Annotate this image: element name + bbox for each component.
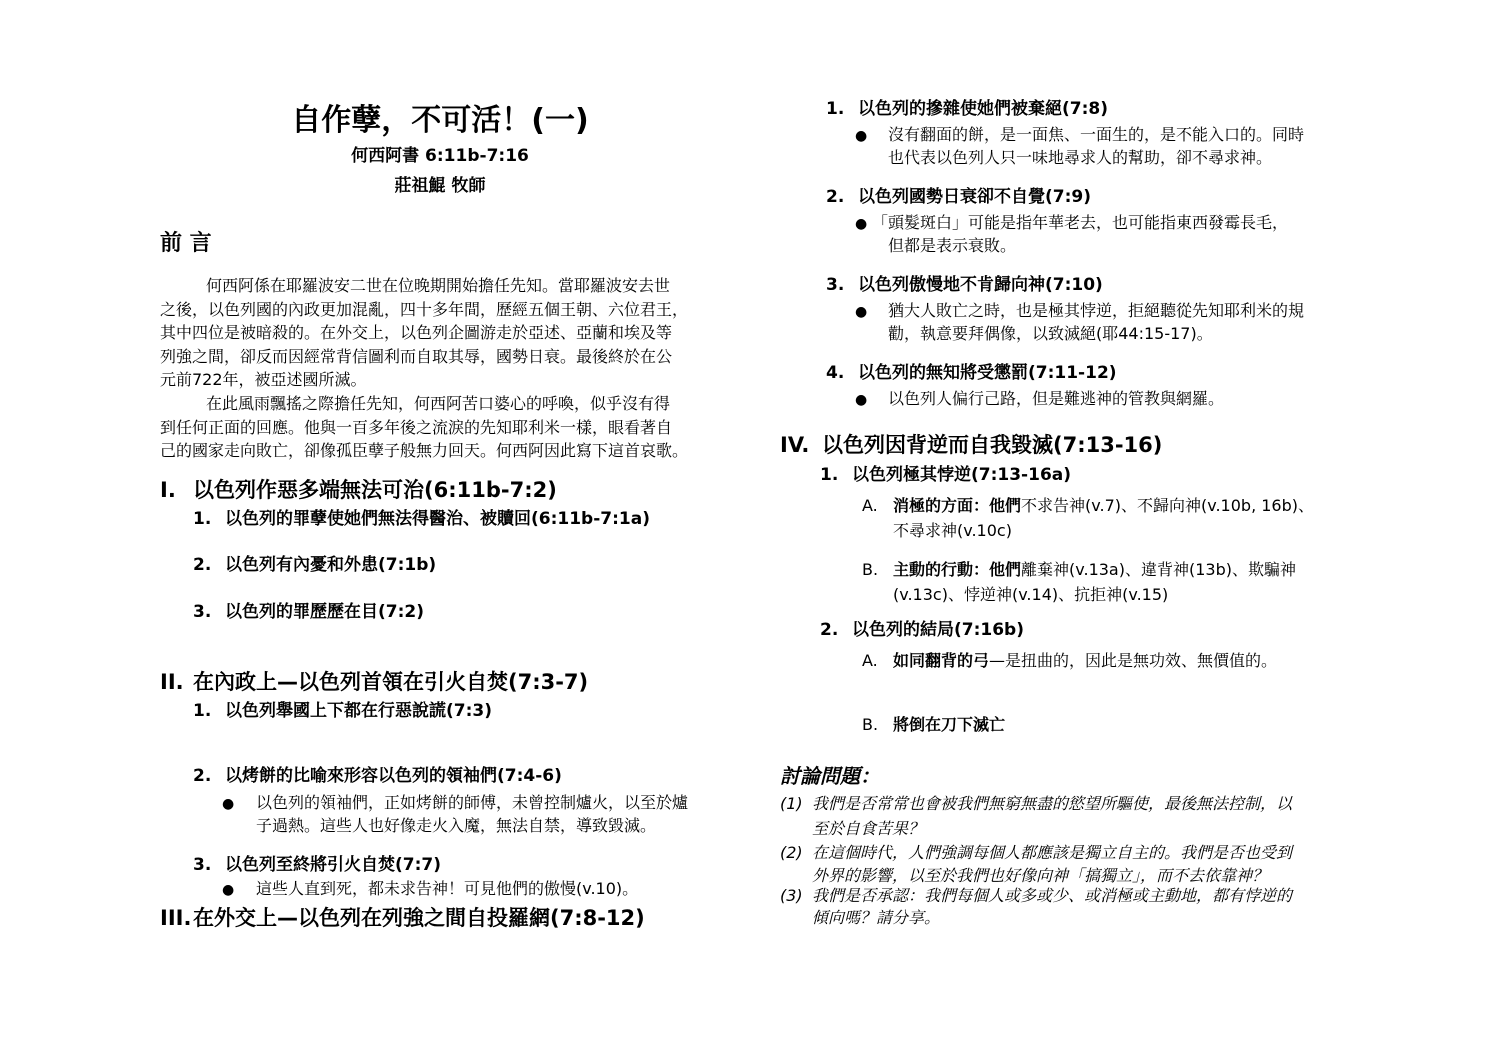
question-text: 外界的影響，以至於我們也好像向神「搞獨立」，而不去依靠神？ <box>812 866 1269 885</box>
item-number: 1. <box>193 509 212 529</box>
sub-text-cont: (v.13c)、悖逆神(v.14)、抗拒神(v.15) <box>893 585 1169 604</box>
item-title: 以烤餅的比喻來形容以色列的領袖們(7:4-6) <box>225 766 562 786</box>
question-text: 傾向嗎？請分享。 <box>812 908 941 927</box>
scripture-reference: 何西阿書 6:11b-7:16 <box>351 146 529 166</box>
item-number: 3. <box>193 602 212 622</box>
question-text: 我們是否常常也會被我們無窮無盡的慾望所驅使，最後無法控制，以 <box>812 794 1293 813</box>
intro-line: 元前722年，被亞述國所滅。 <box>160 370 367 389</box>
sub-rest: 離棄神(v.13a)、違背神(13b)、欺騙神 <box>1021 560 1296 579</box>
question-number: (1) <box>780 794 803 813</box>
section-title: 在外交上—以色列在列強之間自投羅網(7:8-12) <box>193 906 645 930</box>
bullet-icon: ● <box>855 128 868 144</box>
bullet-text: 這些人直到死，都未求告神！可見他們的傲慢(v.10)。 <box>256 879 639 898</box>
item-title: 以色列至終將引火自焚(7:7) <box>225 855 441 875</box>
item-title: 以色列傲慢地不肯歸向神(7:10) <box>858 275 1103 295</box>
item-number: 1. <box>826 99 845 119</box>
item-number: 3. <box>826 275 845 295</box>
sub-letter: A. <box>862 496 878 515</box>
sub-letter: A. <box>862 651 878 670</box>
section-number: I. <box>160 478 176 502</box>
item-title: 以色列舉國上下都在行惡說謊(7:3) <box>225 701 492 721</box>
section-number: III. <box>160 906 192 930</box>
item-title: 以色列國勢日衰卻不自覺(7:9) <box>858 187 1091 207</box>
item-title: 以色列的無知將受懲罰(7:11-12) <box>858 363 1117 383</box>
intro-line: 到任何正面的回應。他與一百多年後之流淚的先知耶利米一樣，眼看著自 <box>160 418 673 437</box>
bullet-text: 子過熱。這些人也好像走火入魔，無法自禁，導致毀滅。 <box>256 816 657 835</box>
sub-lead: 消極的方面：他們 <box>893 496 1022 515</box>
intro-heading: 前 言 <box>160 231 212 256</box>
bullet-text: 以色列人偏行己路，但是難逃神的管教與網羅。 <box>888 389 1225 408</box>
document-title: 自作孽，不可活！(一) <box>291 103 589 138</box>
item-number: 2. <box>193 766 212 786</box>
author: 莊祖鯤 牧師 <box>394 176 486 196</box>
discussion-heading: 討論問題： <box>780 764 880 788</box>
section-title: 以色列因背逆而自我毀滅(7:13-16) <box>822 433 1163 457</box>
intro-line: 之後，以色列國的內政更加混亂，四十多年間，歷經五個王朝、六位君王， <box>160 300 689 319</box>
section-title: 在內政上—以色列首領在引火自焚(7:3-7) <box>193 670 589 694</box>
item-title: 以色列的罪孽使她們無法得醫治、被贖回(6:11b-7:1a) <box>225 509 650 529</box>
bullet-icon: ● <box>855 216 868 232</box>
question-number: (3) <box>780 886 803 905</box>
sub-lead: 如同翻背的弓 <box>893 651 990 670</box>
section-number: II. <box>160 670 184 694</box>
intro-line: 己的國家走向敗亡，卻像孤臣孽子般無力回天。何西阿因此寫下這首哀歌。 <box>160 441 689 460</box>
question-text: 至於自食苦果？ <box>812 819 925 838</box>
bullet-text: 勸，執意要拜偶像，以致滅絕(耶44:15-17)。 <box>888 324 1213 343</box>
question-text: 我們是否承認：我們每個人或多或少、或消極或主動地，都有悖逆的 <box>812 886 1293 905</box>
item-number: 1. <box>820 465 839 485</box>
item-number: 4. <box>826 363 845 383</box>
sub-text-cont: 不尋求神(v.10c) <box>893 521 1012 540</box>
bullet-text: 但都是表示衰敗。 <box>888 236 1017 255</box>
item-number: 2. <box>820 620 839 640</box>
sub-rest: —是扭曲的，因此是無功效、無價值的。 <box>989 651 1278 670</box>
section-title: 以色列作惡多端無法可治(6:11b-7:2) <box>193 478 557 502</box>
item-number: 2. <box>826 187 845 207</box>
intro-line: 何西阿係在耶羅波安二世在位晚期開始擔任先知。當耶羅波安去世 <box>206 276 671 295</box>
sub-text <box>893 562 1296 578</box>
item-title: 以色列的摻雜使她們被棄絕(7:8) <box>858 99 1108 119</box>
question-text: 在這個時代，人們強調每個人都應該是獨立自主的。我們是否也受到 <box>812 843 1293 862</box>
item-title: 以色列的罪歷歷在目(7:2) <box>225 602 424 622</box>
bullet-text: 猶大人敗亡之時，也是極其悖逆，拒絕聽從先知耶利米的規 <box>888 301 1305 320</box>
sub-text <box>893 498 1314 514</box>
bullet-icon: ● <box>855 392 868 408</box>
bullet-text: 沒有翻面的餅，是一面焦、一面生的，是不能入口的。同時 <box>888 125 1305 144</box>
bullet-text: 「頭髮斑白」可能是指年華老去，也可能指東西發霉長毛， <box>872 213 1289 232</box>
sub-letter: B. <box>862 560 879 579</box>
question-number: (2) <box>780 843 803 862</box>
sub-text <box>893 653 1277 669</box>
section-number: IV. <box>780 433 810 457</box>
bullet-icon: ● <box>855 304 868 320</box>
bullet-text: 以色列的領袖們，正如烤餅的師傅，未曾控制爐火，以至於爐 <box>256 793 689 812</box>
sub-letter: B. <box>862 715 879 734</box>
item-number: 2. <box>193 555 212 575</box>
item-number: 3. <box>193 855 212 875</box>
intro-line: 列強之間，卻反而因經常背信圖利而自取其辱，國勢日衰。最後終於在公 <box>160 347 673 366</box>
sub-lead: 主動的行動：他們 <box>893 560 1022 579</box>
intro-line: 其中四位是被暗殺的。在外交上，以色列企圖游走於亞述、亞蘭和埃及等 <box>160 323 673 342</box>
bullet-icon: ● <box>222 882 235 898</box>
item-title: 以色列的結局(7:16b) <box>852 620 1024 640</box>
item-title: 以色列有內憂和外患(7:1b) <box>225 555 437 575</box>
item-title: 以色列極其悖逆(7:13-16a) <box>852 465 1072 485</box>
sub-text: 將倒在刀下滅亡 <box>893 715 1006 734</box>
sub-rest: 不求告神(v.7)、不歸向神(v.10b, 16b)、 <box>1021 496 1314 515</box>
bullet-icon: ● <box>222 796 235 812</box>
bullet-text: 也代表以色列人只一味地尋求人的幫助，卻不尋求神。 <box>888 148 1273 167</box>
intro-line: 在此風雨飄搖之際擔任先知，何西阿苦口婆心的呼喚，似乎沒有得 <box>206 394 671 413</box>
item-number: 1. <box>193 701 212 721</box>
